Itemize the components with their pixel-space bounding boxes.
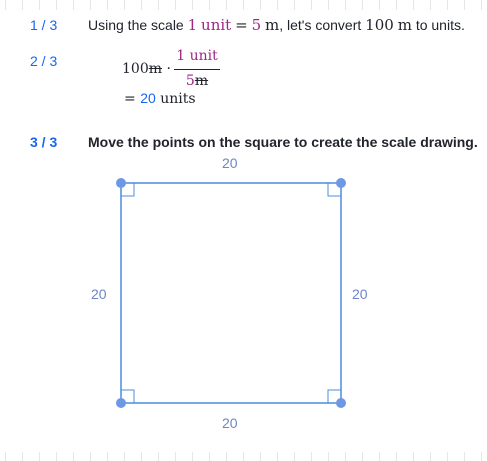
- lhs-unit-cancelled: m: [148, 61, 163, 77]
- scale-equals: =: [235, 16, 248, 34]
- fraction-bar: [174, 69, 220, 70]
- scale-meters-unit: m: [265, 16, 280, 34]
- multiply-dot: ·: [166, 61, 171, 77]
- right-side-label: 20: [352, 286, 368, 302]
- step-1-prefix: Using the scale: [88, 17, 188, 33]
- scale-meters-value: 5: [251, 16, 262, 34]
- draggable-point-top-right[interactable]: [336, 178, 346, 188]
- step-1-text: [88, 16, 465, 34]
- draggable-point-bottom-left[interactable]: [116, 398, 126, 408]
- convert-value: 100: [365, 16, 394, 34]
- result-value: 20: [140, 90, 156, 106]
- graph-grid-bottom: [0, 452, 487, 461]
- conversion-result: [124, 90, 196, 107]
- fraction-denominator: [174, 73, 220, 91]
- conversion-fraction: [174, 48, 220, 91]
- step-1-suffix: to units.: [411, 17, 465, 33]
- left-side-label: 20: [91, 286, 107, 302]
- convert-unit: m: [397, 16, 412, 34]
- step-1-middle: , let's convert: [279, 17, 366, 33]
- scale-unit-word: unit: [201, 16, 232, 34]
- top-side-label: 20: [222, 155, 238, 171]
- lhs-value: 100: [122, 61, 149, 77]
- draggable-point-top-left[interactable]: [116, 178, 126, 188]
- graph-grid-top: [0, 0, 487, 10]
- conversion-lhs: [122, 61, 171, 77]
- bottom-side-label: 20: [222, 415, 238, 431]
- denominator-unit-cancelled: m: [194, 73, 209, 89]
- result-equals: =: [124, 91, 136, 107]
- scale-unit-count: 1: [187, 16, 198, 34]
- step-3-instruction: Move the points on the square to create the scale drawing.: [88, 134, 478, 150]
- draggable-point-bottom-right[interactable]: [336, 398, 346, 408]
- square-outline: [121, 183, 341, 403]
- step-number-3: 3 / 3: [30, 134, 58, 150]
- step-number-2: 2 / 3: [30, 53, 58, 69]
- result-unit: units: [160, 91, 196, 107]
- fraction-numerator: 1 unit: [176, 48, 218, 64]
- step-number-1: 1 / 3: [30, 17, 58, 33]
- denominator-value: 5: [185, 73, 195, 89]
